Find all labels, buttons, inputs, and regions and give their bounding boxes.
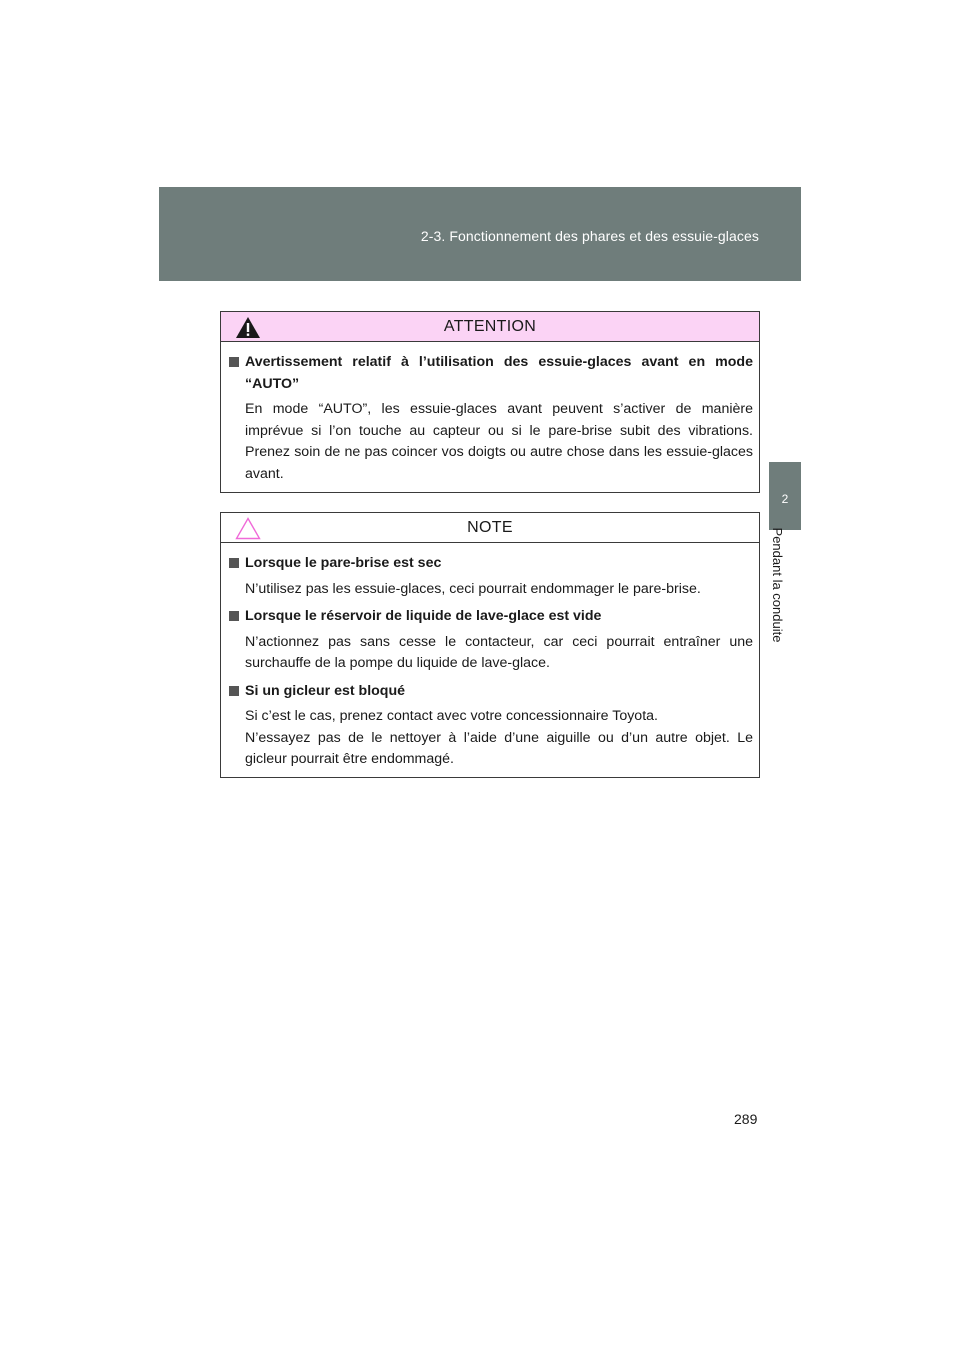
- note-header: [221, 513, 759, 543]
- item-text: Si c’est le cas, prenez contact avec votre concessionnaire Toyota.: [245, 708, 658, 724]
- warning-outline-icon: [235, 517, 261, 540]
- chapter-header: [159, 187, 801, 281]
- chapter-number: 2: [781, 492, 789, 506]
- attention-body: [221, 342, 759, 485]
- item-text: N’actionnez pas sans cesse le contacteur, car ceci pourrait entraîner une surchauffe de la pompe du liquide de lave-glace.: [245, 633, 753, 671]
- note-title: NOTE: [467, 518, 513, 536]
- note-box: [220, 512, 760, 778]
- item-heading: Avertissement relatif à l’utilisation des essuie-glaces avant en mode “AUTO”: [229, 352, 753, 395]
- attention-header: [221, 312, 759, 342]
- attention-item: [229, 352, 753, 485]
- item-text: N’utilisez pas les essuie-glaces, ceci pourrait endommager le pare-brise.: [245, 580, 701, 597]
- item-heading: Lorsque le réservoir de liquide de lave-glace est vide: [229, 606, 753, 628]
- square-bullet-icon: [229, 686, 239, 696]
- note-body: [221, 543, 759, 771]
- note-item: [229, 553, 753, 600]
- square-bullet-icon: [229, 558, 239, 568]
- chapter-side-tab: [769, 462, 801, 530]
- item-heading: Si un gicleur est bloqué: [229, 681, 753, 703]
- item-text: N’essayez pas de le nettoyer à l’aide d’une aiguille ou d’un autre objet. Le gicleur pourrait être endommagé.: [245, 729, 753, 767]
- chapter-title: 2-3. Fonctionnement des phares et des essuie-glaces: [420, 228, 759, 244]
- square-bullet-icon: [229, 357, 239, 367]
- item-heading: Lorsque le pare-brise est sec: [229, 553, 753, 575]
- note-item: [229, 606, 753, 675]
- page-number: 289: [734, 1111, 758, 1127]
- attention-box: [220, 311, 760, 493]
- attention-title: ATTENTION: [443, 317, 537, 335]
- chapter-side-label: Pendant la conduite: [770, 527, 785, 643]
- note-item: [229, 681, 753, 771]
- item-text: En mode “AUTO”, les essuie-glaces avant peuvent s’activer de manière imprévue si l’on touche au capteur ou si le pare-brise subit des vibrations. Prenez soin de ne pas coincer vos doigts ou autre chose dans les essuie-glaces avant.: [245, 401, 753, 482]
- square-bullet-icon: [229, 611, 239, 621]
- warning-filled-icon: [235, 316, 261, 339]
